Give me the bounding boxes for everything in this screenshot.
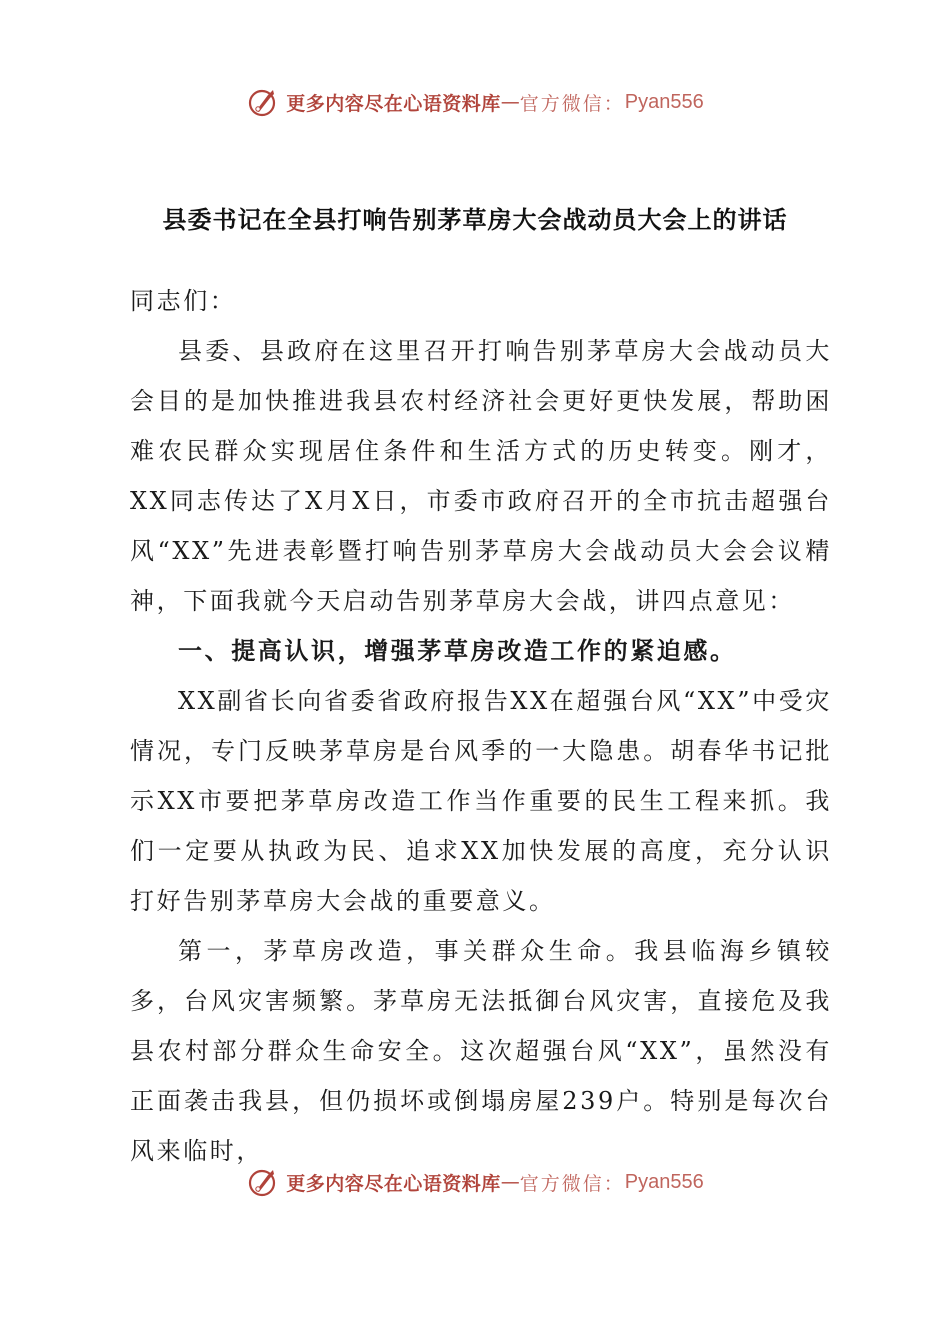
banner-wechat-label: 官方微信： [519,92,625,115]
intro-paragraph: 县委、县政府在这里召开打响告别茅草房大会战动员大会目的是加快推进我县农村经济社会更好更快发展，帮助困难农民群众实现居住条件和生活方式的历史转变。刚才，XX同志传达了X月X日，市委市政府召开的全市抗击超强台风“XX”先进表彰暨打响告别茅草房大会战动员大会会议精神，下面我就今天启动告别茅草房大会战，讲四点意见： [130,337,832,615]
banner-wechat-id: Pyan556 [624,1170,704,1193]
document-body [130,276,832,1176]
banner-separator: — [500,1171,520,1193]
banner-brand-text: 更多内容尽在心语资料库 [286,1172,501,1195]
document-title: 县委书记在全县打响告别茅草房大会战动员大会上的讲话 [162,205,788,234]
header-watermark-banner [0,80,950,124]
banner-wechat-label: 官方微信： [519,1172,625,1195]
section-paragraph: 第一，茅草房改造，事关群众生命。我县临海乡镇较多，台风灾害频繁。茅草房无法抵御台风灾害，直接危及我县农村部分群众生命安全。这次超强台风“XX”，虽然没有正面袭击我县，但仍损坏或倒塌房屋239户。特别是每次台风来临时， [130,937,832,1165]
banner-brand-text: 更多内容尽在心语资料库 [286,92,501,115]
pen-nib-logo-icon [246,85,280,119]
section-paragraph: XX副省长向省委省政府报告XX在超强台风“XX”中受灾情况，专门反映茅草房是台风季的一大隐患。胡春华书记批示XX市要把茅草房改造工作当作重要的民生工程来抓。我们一定要从执政为民、追求XX加快发展的高度，充分认识打好告别茅草房大会战的重要意义。 [130,687,832,915]
banner-wechat-id: Pyan556 [624,90,704,113]
section-heading: 一、提高认识，增强茅草房改造工作的紧迫感。 [178,636,737,665]
greeting: 同志们： [130,287,237,315]
banner-separator: — [500,91,520,113]
pen-nib-logo-icon [246,1165,280,1199]
footer-watermark-banner [0,1160,950,1204]
